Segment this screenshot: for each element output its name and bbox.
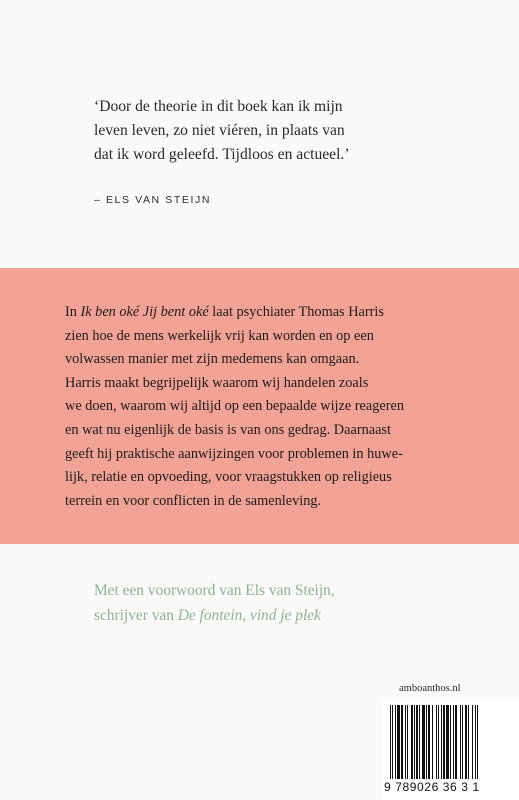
barcode-gap	[478, 705, 480, 779]
quote-attribution: – ELS VAN STEIJN	[94, 194, 212, 206]
foreword-line	[94, 603, 454, 628]
foreword-book-title: De fontein, vind je plek	[177, 607, 321, 624]
quote-line: ‘Door de theorie in dit boek kan ik mijn	[94, 98, 343, 115]
book-title: Ik ben oké Jij bent oké	[80, 304, 209, 320]
quote-line: dat ik word geleefd. Tijdloos en actueel.’	[94, 146, 350, 163]
blurb-line: geeft hij praktische aanwijzingen voor problemen in huwe-	[65, 445, 403, 462]
publisher-website: amboanthos.nl	[399, 683, 461, 694]
barcode-bars	[390, 705, 514, 779]
foreword-line: Met een voorwoord van Els van Steijn,	[94, 582, 335, 599]
quote-line: leven leven, zo niet viéren, in plaats van	[94, 122, 345, 139]
quote-block	[94, 95, 474, 167]
blurb-line: en wat nu eigenlijk de basis is van ons gedrag. Daarnaast	[65, 421, 391, 438]
blurb-line: we doen, waarom wij altijd op een bepaalde wijze reageren	[65, 398, 404, 415]
blurb-suffix: laat psychiater Thomas Harris	[208, 304, 384, 320]
foreword-note	[94, 578, 454, 628]
blurb-line: terrein en voor conflicten in de samenleving.	[65, 492, 322, 509]
blurb	[65, 301, 475, 513]
blurb-line: Harris maakt begrijpelijk waarom wij handelen zoals	[65, 374, 369, 391]
blurb-line: volwassen manier met zijn medemens kan omgaan.	[65, 351, 360, 368]
blurb-line: zien hoe de mens werkelijk vrij kan worden en op een	[65, 327, 374, 344]
blurb-line: lijk, relatie en opvoeding, voor vraagstukken op religieus	[65, 469, 392, 486]
barcode-box	[382, 699, 519, 800]
blurb-line	[65, 301, 475, 325]
foreword-prefix: schrijver van	[94, 607, 178, 624]
isbn-digits: 9 789026 36 3 1	[384, 780, 480, 794]
blurb-prefix: In	[65, 304, 81, 320]
